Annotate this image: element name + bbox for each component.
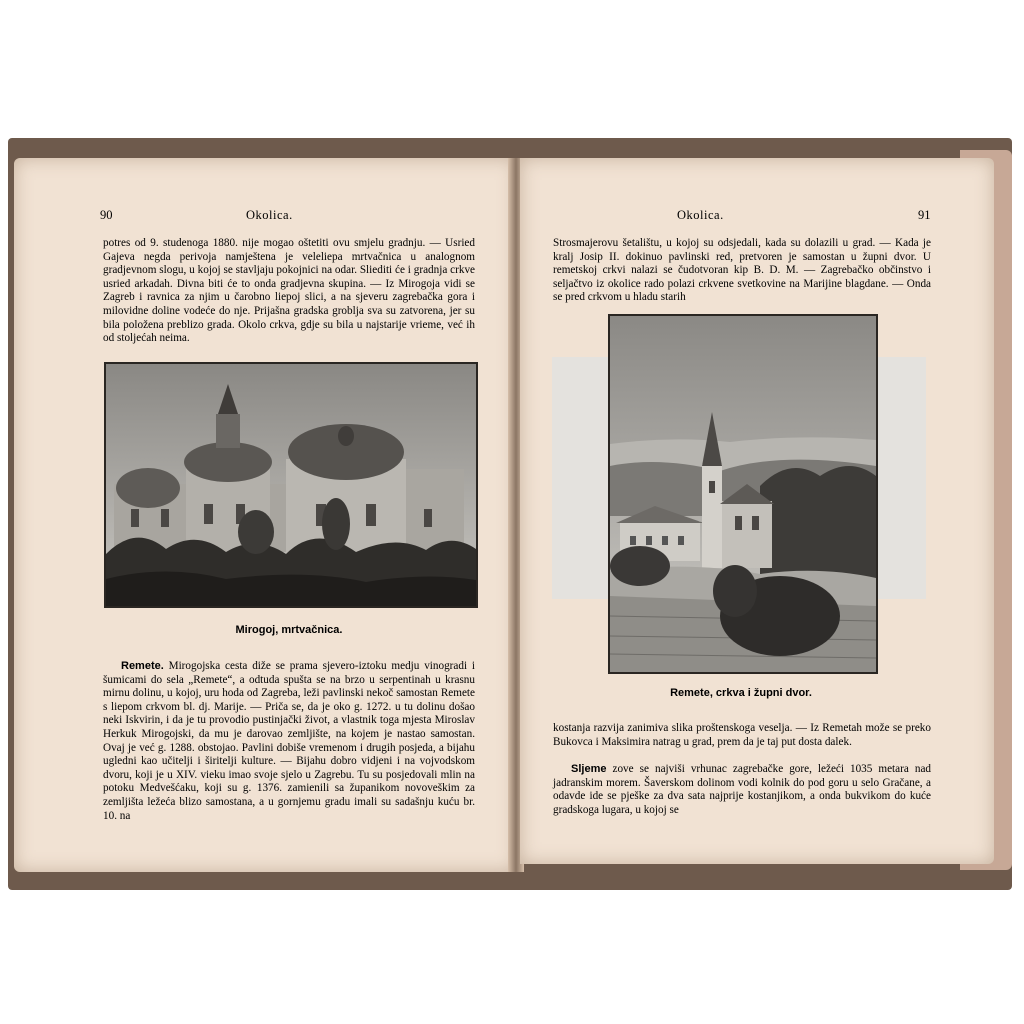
mirogoj-photo — [104, 362, 478, 608]
remete-illustration — [610, 316, 876, 672]
right-after-text: kostanja razvija zanimiva slika proštenskoga veselja. — Iz Remetah može se preko Bukovca i Maksimira natrag u grad, prem da je taj put dosta dalek. — [553, 722, 931, 748]
right-top-text: Strosmajerovu šetalištu, u kojoj su odsjedali, kada su dolazili u grad. — Kada je kralj Josip II. dokinuo pavlinski red, pretvoren je samostan u župni dvor. U remetskoj crkvi nalazi se čudotvoran kip B. D. M. — Zagrebačko občinstvo i seljačtvo iz okolice rado polazi crkvene svetkovine na Marijine blagdane. — Onda se pred crkvom u hladu starih — [553, 237, 931, 304]
left-section-remete — [103, 660, 475, 823]
right-top-paragraph — [553, 237, 931, 305]
left-page-number: 90 — [100, 208, 113, 222]
remete-lead: Remete. — [121, 660, 164, 672]
sljeme-lead: Sljeme — [571, 763, 607, 775]
mirogoj-caption: Mirogoj, mrtvačnica. — [235, 624, 343, 636]
sljeme-text: zove se najviši vrhunac zagrebačke gore, ležeći 1035 metara nad jadranskim morem. Šaverskom dolinom vodi kolnik do pod goru u selo Gračane, a odavde ide se pješke za dva sata najprije kostanjikom, a onda bukvikom do kuće gradskoga lugara, u kojoj se — [553, 763, 931, 816]
mirogoj-illustration — [106, 364, 476, 606]
right-page-number: 91 — [918, 208, 931, 222]
right-section-sljeme — [553, 763, 931, 817]
remete-text: Mirogojska cesta diže se prama sjevero-iztoku medju vinogradi i šumicami do sela „Remete“, a odtuda spušta se na brzo u serpentinah u krasnu mirnu dolinu, u kojoj, uru hoda od Zagreba, leži pavlinski nekoč samostan Remete s liepom crkvom bl. dj. Marije. — Priča se, da je oko g. 1272. u tu dolinu došao neki Iskvirin, i da je tu provodio pustinjački život, a vlastnik toga mjesta Miroslav Herkuk Mirogojski, da mu je darovao zemljište, na kojem je nastao samostan. Ovaj je već g. 1288. obstojao. Pavlini dobiše vremenom i drugih posjeda, a bijahu ugledni kao učitelji i širitelji kulture. — Bijahu dobro vidjeni i na vojvodskom dvoru, koji je u XIV. vieku imao svoje sjelo u Zagrebu. Tu su posjedovali mlin na potoku Medvešćaku, koji su g. 1376. zamienili sa županikom novoveškim za zemljišta ležeća blizo samostana, a u gornjemu gradu imali su sadašnju kuću br. 10. na — [103, 660, 475, 822]
right-after-photo-paragraph — [553, 722, 931, 749]
remete-photo — [608, 314, 878, 674]
left-top-text: potres od 9. studenoga 1880. nije mogao oštetiti ovu smjelu gradnju. — Usried Gajeva negda perivoja namještena je veleliepa mrtvačnica u analognom gradjevnom slogu, u kojoj se stavljaju pokojnici na odar. Sliediti će i gradnja crkve usried arkadah. Divna biti će to onda gradjevna skupina. — Iz Mirogoja vidi se Zagreb i ravnica za njim u čarobno liepoj slici, a na sjeveru zagrebačka gora i milovidne doline vodeće do nje. Prijašna gradska groblja sva su zatvorena, jer su bila položena preblizo grada. Okolo crkva, gdje su bila u najstarije vrieme, već ih od stoljećah neima. — [103, 237, 475, 345]
left-running-head: Okolica. — [246, 208, 293, 222]
right-running-head: Okolica. — [677, 208, 724, 222]
left-top-paragraph — [103, 237, 475, 346]
remete-caption: Remete, crkva i župni dvor. — [670, 687, 812, 699]
